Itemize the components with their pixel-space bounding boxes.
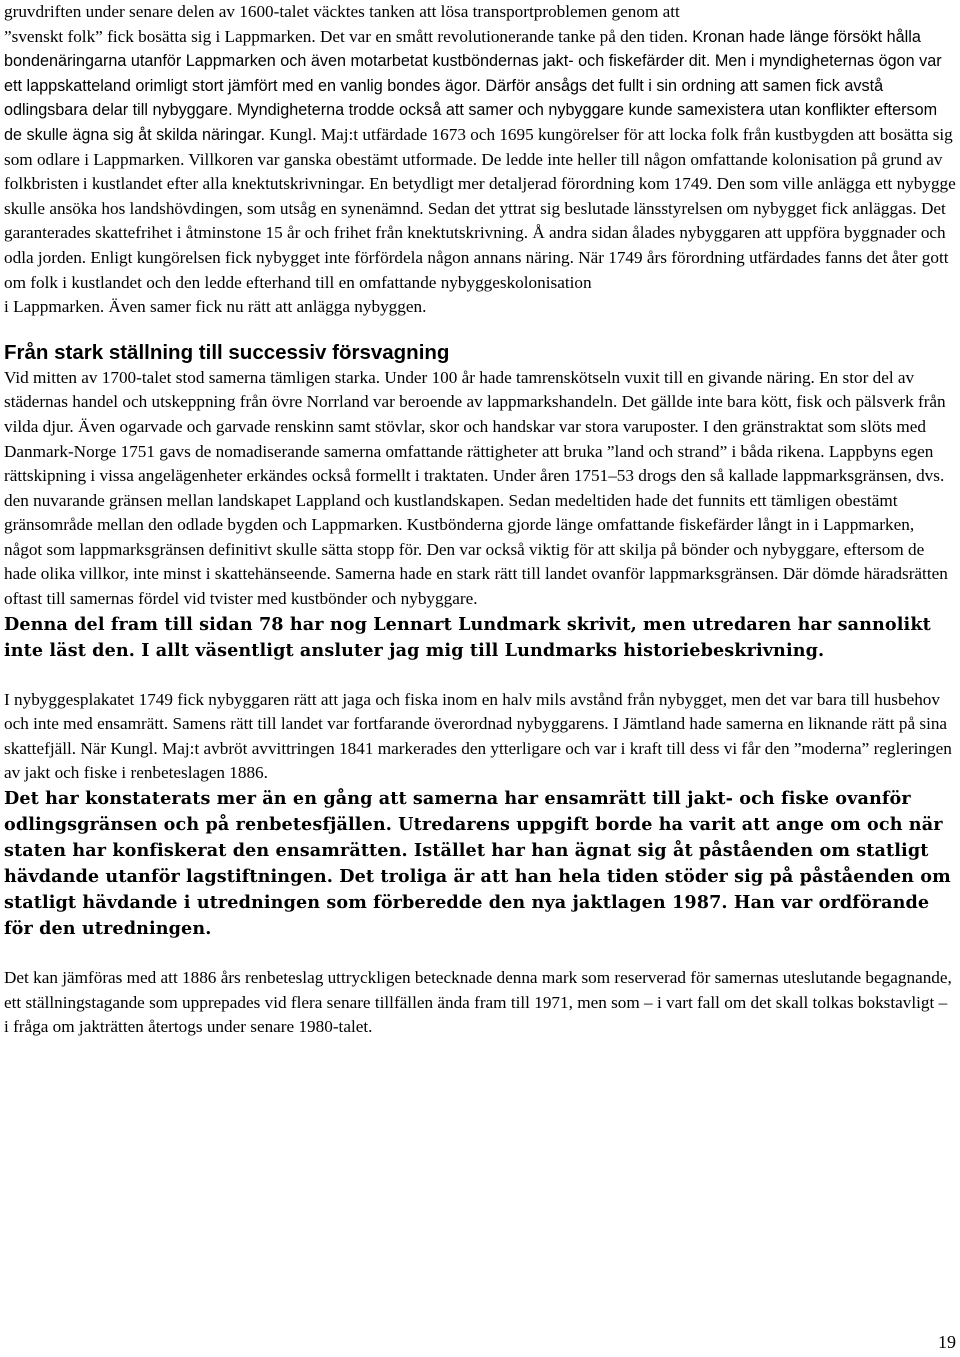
intro-sans-text: Kronan hade länge försökt hålla bondenäringarna utanför Lappmarken och även motarbetat kustböndernas jakt- och fiskefärder dit. Men i myndigheternas ögon var ett lappskatteland orimligt stort jämfört med en vanlig bondes ägor. Därför ansågs det fullt i sin ordning att samen fick avstå odlingsbara delar till nybyggare. Myndigheterna trodde också att samer och nybyggare kunde samexistera utan konflikter eftersom de skulle ägna sig åt skilda näringar.: [4, 27, 942, 144]
paragraph-gap: [4, 942, 956, 966]
intro-paragraph: [4, 0, 956, 320]
intro-line-2: ”svenskt folk” fick bosätta sig i Lappmarken. Det var en smått revolutionerande tanke på den tiden.: [4, 26, 688, 46]
intro-line-1: gruvdriften under senare delen av 1600-talet väcktes tanken att lösa transportproblemen genom att: [4, 2, 680, 21]
document-page: [4, 0, 956, 1040]
body-paragraph-3: Det kan jämföras med att 1886 års renbeteslag uttryckligen betecknade denna mark som reserverad för samernas uteslutande begagnande, ett ställningstagande som upprepades vid flera senare tillfällen ända fram till 1971, men som – i vart fall om det skall tolkas bokstavligt – i fråga om jakträtten återtogs under senare 1980-talet.: [4, 968, 952, 1037]
section-heading: Från stark ställning till successiv försvagning: [4, 340, 450, 364]
comment-paragraph-1: Denna del fram till sidan 78 har nog Lennart Lundmark skrivit, men utredaren har sannolikt inte läst den. I allt väsentligt ansluter jag mig till Lundmarks historiebeskrivning.: [4, 613, 931, 661]
page-number: 19: [938, 1332, 956, 1352]
intro-serif-text: Kungl. Maj:t utfärdade 1673 och 1695 kungörelser för att locka folk från kustbygden att bosätta sig som odlare i Lappmarken. Villkoren var ganska obestämt utformade. De ledde inte heller till någon omfattande kolonisation på grund av folkbristen i kustlandet efter alla knektutskrivningar. En betydligt mer detaljerad förordning kom 1749. Den som ville anlägga ett nybygge skulle ansöka hos landshövdingen, som utsåg en synenämnd. Sedan det yttrat sig beslutade länsstyrelsen om nybygget fick anläggas. Det garanterades skattefrihet i åtminstone 15 år och frihet från knektutskrivning. Å andra sidan ålades nybyggaren att uppföra byggnader och odla jorden. Enligt kungörelsen fick nybygget inte förfördela någon annans näring. När 1749 års förordning utfärdades fanns det åter gott om folk i kustlandet och den ledde efterhand till en omfattande nybyggeskolonisation: [4, 124, 956, 292]
body-paragraph-2: I nybyggesplakatet 1749 fick nybyggaren rätt att jaga och fiska inom en halv mils avstånd från nybygget, men det var bara till husbehov och inte med ensamrätt. Samens rätt till landet var fortfarande överordnad nybyggarens. I Jämtland hade samerna en liknande rätt på sina skattefjäll. När Kungl. Maj:t avbröt avvittringen 1841 markerades den ytterligare och var i kraft till dess vi får den ”moderna” regleringen av jakt och fiske i renbeteslagen 1886.: [4, 689, 952, 783]
section-body: Vid mitten av 1700-talet stod samerna tämligen starka. Under 100 år hade tamrenskötseln vuxit till en givande näring. En stor del av städernas handel och utskeppning från övre Norrland var beroende av lappmarkshandeln. Det gällde inte bara kött, fisk och pälsverk från vilda djur. Även ogarvade och garvade renskinn samt stövlar, skor och handskar var stora varuposter. I den gränstraktat som slöts med Danmark-Norge 1751 gavs de nomadiserande samerna omfattande rättigheter att bruka ”land och strand” i båda rikena. Lappbyns egen rättskipning i vissa angelägenheter erkändes också formellt i traktaten. Under åren 1751–53 drogs den så kallade lappmarksgränsen, dvs. den nuvarande gränsen mellan landskapet Lappland och kustlandskapen. Sedan medeltiden hade det funnits ett tämligen obestämt gränsområde mellan den odlade bygden och Lappmarken. Kustbönderna gjorde länge omfattande fiskefärder långt in i Lappmarken, något som lappmarksgränsen definitivt skulle sätta stopp för. Den var också viktig för att skilja på bönder och nybyggare, eftersom de hade olika villkor, inte minst i skattehänseende. Samerna hade en stark rätt till landet ovanför lappmarksgränsen. Där dömde häradsrätten oftast till samernas fördel vid tvister med kustbönder och nybyggare.: [4, 367, 948, 609]
paragraph-gap: [4, 664, 956, 688]
comment-paragraph-2: Det har konstaterats mer än en gång att samerna har ensamrätt till jakt- och fiske ovanför odlingsgränsen och på renbetesfjällen. Utredarens uppgift borde ha varit att ange om och när staten har konfiskerat den ensamrätten. Istället har han ägnat sig åt påståenden om statligt hävdande utanför lagstiftningen. Det troliga är att han hela tiden stöder sig på påståenden om statligt hävdande i utredningen som förberedde den nya jaktlagen 1987. Han var ordförande för den utredningen.: [4, 788, 951, 940]
intro-last-line: i Lappmarken. Även samer fick nu rätt att anlägga nybyggen.: [4, 297, 427, 317]
